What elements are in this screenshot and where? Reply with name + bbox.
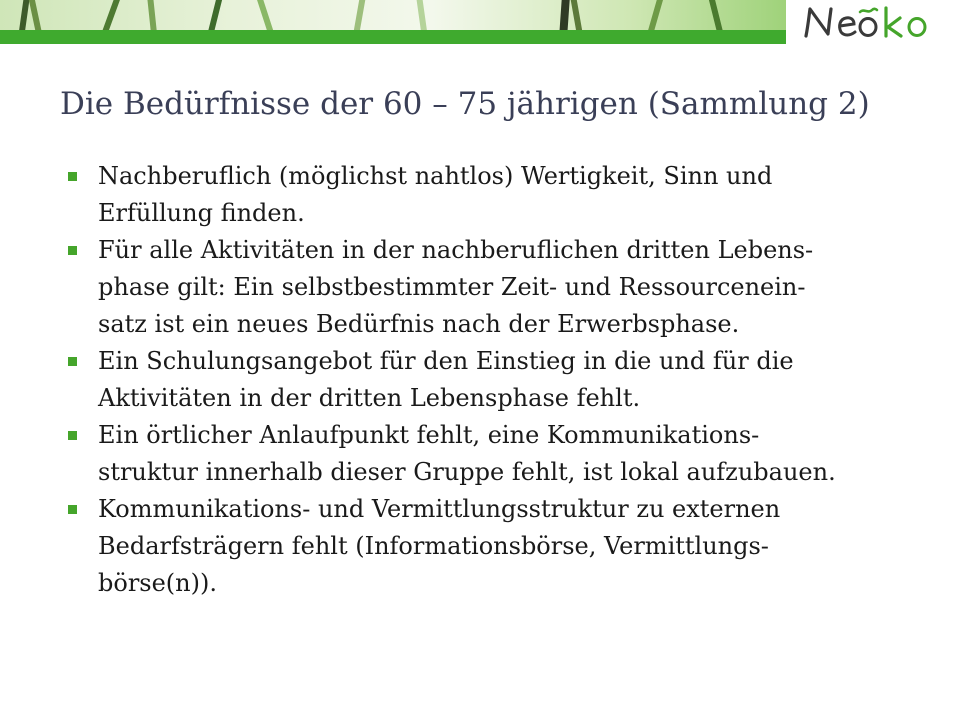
bullet-item — [62, 343, 950, 417]
header-banner-image — [0, 0, 786, 44]
bullet-square-icon — [68, 431, 77, 440]
bullet-text-line: Für alle Aktivitäten in der nachberuflichen dritten Lebens- — [98, 236, 814, 264]
bullet-text-line: Nachberuflich (möglichst nahtlos) Wertigkeit, Sinn und — [98, 162, 773, 190]
bullet-text-line: Ein Schulungsangebot für den Einstieg in die und für die — [98, 347, 794, 375]
neoko-logo — [800, 4, 950, 42]
slide-title: Die Bedürfnisse der 60 – 75 jährigen (Sammlung 2) — [60, 86, 870, 122]
bullet-square-icon — [68, 505, 77, 514]
header-accent-bar — [0, 30, 786, 44]
bullet-square-icon — [68, 246, 77, 255]
bullet-list — [62, 158, 950, 602]
bullet-square-icon — [68, 172, 77, 181]
bullet-text-line: phase gilt: Ein selbstbestimmter Zeit- und Ressourcenein- — [98, 273, 806, 301]
bullet-square-icon — [68, 357, 77, 366]
bullet-item — [62, 232, 950, 343]
bullet-text-line: börse(n)). — [98, 569, 217, 597]
bullet-text-line: Ein örtlicher Anlaufpunkt fehlt, eine Kommunikations- — [98, 421, 760, 449]
bullet-text-line: satz ist ein neues Bedürfnis nach der Erwerbsphase. — [98, 310, 740, 338]
bullet-text-line: struktur innerhalb dieser Gruppe fehlt, ist lokal aufzubauen. — [98, 458, 836, 486]
bullet-text-line: Bedarfsträgern fehlt (Informationsbörse, Vermittlungs- — [98, 532, 769, 560]
bullet-item — [62, 491, 950, 602]
bullet-text-line: Kommunikations- und Vermittlungsstruktur zu externen — [98, 495, 781, 523]
bullet-text-line: Erfüllung finden. — [98, 199, 305, 227]
bullet-item — [62, 417, 950, 491]
bullet-text-line: Aktivitäten in der dritten Lebensphase fehlt. — [98, 384, 641, 412]
bullet-item — [62, 158, 950, 232]
